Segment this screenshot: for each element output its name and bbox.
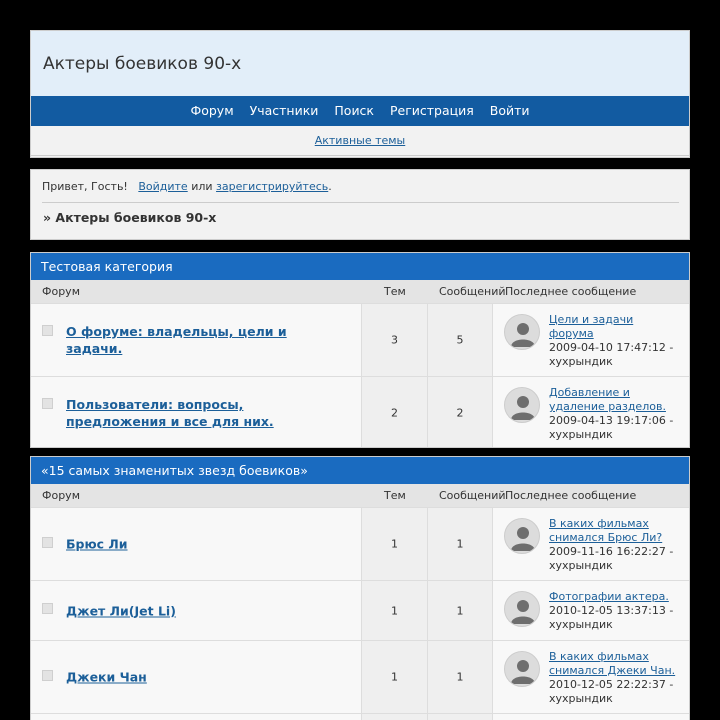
forum-row <box>31 641 689 714</box>
nav-members[interactable]: Участники <box>249 103 319 118</box>
posts-count: 5 <box>456 333 464 347</box>
col-forum: Форум <box>42 285 80 298</box>
posts-cell <box>428 581 493 640</box>
last-post-date: 2010-12-05 22:22:37 - <box>549 678 674 691</box>
topics-count: 3 <box>391 333 398 347</box>
forum-status-icon <box>42 670 53 681</box>
last-post-date: 2010-12-05 13:37:13 - <box>549 604 674 617</box>
last-post-cell <box>493 304 689 376</box>
category-title[interactable]: Тестовая категория <box>31 253 689 280</box>
last-post-date: 2009-04-10 17:47:12 - <box>549 341 674 354</box>
col-last: Последнее сообщение <box>505 285 637 298</box>
posts-count: 1 <box>456 537 464 551</box>
posts-count: 2 <box>456 406 464 420</box>
breadcrumb: » Актеры боевиков 90-х <box>43 210 217 225</box>
nav-login[interactable]: Войти <box>489 103 530 118</box>
forum-cell <box>31 714 362 720</box>
forum-row <box>31 581 689 641</box>
last-post-cell <box>493 581 689 640</box>
welcome-line <box>31 170 689 202</box>
last-post-link[interactable]: Добавление и удаление разделов. <box>549 386 666 413</box>
forum-status-icon <box>42 537 53 548</box>
forum-link[interactable]: Брюс Ли <box>66 536 128 552</box>
default-avatar-icon <box>504 314 540 350</box>
forum-cell <box>31 304 362 376</box>
last-post-link[interactable]: В каких фильмах снимался Джеки Чан. <box>549 650 676 677</box>
topics-cell <box>362 508 428 580</box>
forum-header <box>30 30 690 158</box>
default-avatar-icon <box>504 591 540 627</box>
forum-status-icon <box>42 325 53 336</box>
login-link[interactable]: Войдите <box>138 180 188 193</box>
last-post-author: хухрындик <box>549 355 613 368</box>
last-post-cell <box>493 508 689 580</box>
topics-count: 1 <box>391 604 398 617</box>
posts-cell <box>428 304 493 376</box>
forum-row <box>31 304 689 377</box>
posts-count: 1 <box>456 670 464 684</box>
or-text: или <box>191 180 213 193</box>
sub-nav <box>31 126 689 156</box>
col-posts: Сообщений <box>439 489 506 502</box>
topics-count: 1 <box>391 670 398 684</box>
nav-search[interactable]: Поиск <box>334 103 374 118</box>
last-post-cell <box>493 641 689 713</box>
forum-link[interactable]: Пользователи: вопросы, предложения и все для них. <box>66 397 274 429</box>
welcome-box <box>30 169 690 240</box>
main-nav <box>31 96 689 126</box>
posts-cell <box>428 508 493 580</box>
last-post-cell <box>493 377 689 448</box>
nav-register[interactable]: Регистрация <box>389 103 474 118</box>
forum-cell <box>31 641 362 713</box>
topics-cell <box>362 377 428 448</box>
last-post-date: 2009-11-16 16:22:27 - <box>549 545 674 558</box>
period-text: . <box>328 180 332 193</box>
last-post-info <box>549 386 679 442</box>
forum-row <box>31 714 689 720</box>
forum-cell <box>31 377 362 448</box>
forum-link[interactable]: Джет Ли(Jet Li) <box>66 603 176 618</box>
site-title: Актеры боевиков 90-х <box>31 31 689 96</box>
last-post-author: хухрындик <box>549 428 613 441</box>
posts-cell <box>428 714 493 720</box>
forum-status-icon <box>42 398 53 409</box>
column-headers <box>31 484 689 508</box>
col-topics: Тем <box>384 489 406 502</box>
last-post-info <box>549 517 679 573</box>
last-post-info <box>549 650 679 706</box>
category-block <box>30 456 690 720</box>
col-last: Последнее сообщение <box>505 489 637 502</box>
topics-cell <box>362 304 428 376</box>
forum-row <box>31 508 689 581</box>
last-post-info <box>549 313 679 369</box>
last-post-link[interactable]: Фотографии актера. <box>549 590 669 603</box>
col-posts: Сообщений <box>439 285 506 298</box>
last-post-author: хухрындик <box>549 692 613 705</box>
last-post-author: хухрындик <box>549 618 613 631</box>
topics-cell <box>362 581 428 640</box>
topics-cell <box>362 641 428 713</box>
last-post-author: хухрындик <box>549 559 613 572</box>
topics-count: 2 <box>391 406 398 420</box>
greeting-text: Привет, Гость! <box>42 180 128 193</box>
column-headers <box>31 280 689 304</box>
col-forum: Форум <box>42 489 80 502</box>
topics-count: 1 <box>391 537 398 551</box>
active-topics-link[interactable]: Активные темы <box>314 134 406 147</box>
last-post-link[interactable]: Цели и задачи форума <box>549 313 634 340</box>
nav-forum[interactable]: Форум <box>190 103 234 118</box>
col-topics: Тем <box>384 285 406 298</box>
last-post-date: 2009-04-13 19:17:06 - <box>549 414 674 427</box>
last-post-link[interactable]: В каких фильмах снимался Брюс Ли? <box>549 517 663 544</box>
category-block <box>30 252 690 448</box>
posts-cell <box>428 377 493 448</box>
forum-status-icon <box>42 603 53 614</box>
forum-cell <box>31 508 362 580</box>
topics-cell <box>362 714 428 720</box>
default-avatar-icon <box>504 651 540 687</box>
forum-link[interactable]: Джеки Чан <box>66 669 147 685</box>
posts-count: 1 <box>456 604 464 617</box>
last-post-cell <box>493 714 689 720</box>
last-post-info <box>549 590 679 632</box>
register-link[interactable]: зарегистрируйтесь <box>216 180 329 193</box>
default-avatar-icon <box>504 387 540 423</box>
default-avatar-icon <box>504 518 540 554</box>
forum-row <box>31 377 689 448</box>
forum-link[interactable]: О форуме: владельцы, цели и задачи. <box>66 324 287 356</box>
forum-cell <box>31 581 362 640</box>
category-title[interactable]: «15 самых знаменитых звезд боевиков» <box>31 457 689 484</box>
posts-cell <box>428 641 493 713</box>
